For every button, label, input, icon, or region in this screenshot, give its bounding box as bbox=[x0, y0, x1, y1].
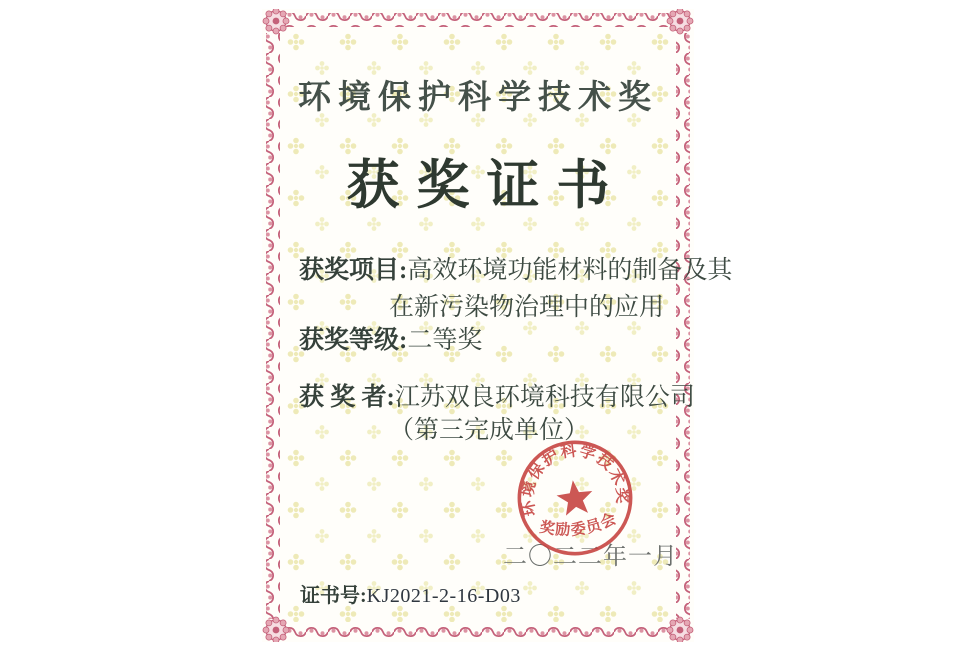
project-label: 获奖项目: bbox=[299, 257, 408, 284]
issue-date: 二〇二二年一月 bbox=[503, 544, 678, 570]
field-winner bbox=[299, 377, 695, 413]
committee-seal-stamp bbox=[512, 435, 638, 561]
project-value-line1: 高效环境功能材料的制备及其 bbox=[407, 257, 733, 284]
certificate-number-line bbox=[300, 579, 521, 608]
grade-label: 获奖等级: bbox=[299, 327, 408, 354]
winner-label: 获 奖 者: bbox=[299, 384, 395, 411]
award-certificate bbox=[262, 9, 733, 642]
winner-note: （第三完成单位） bbox=[389, 417, 590, 444]
field-grade bbox=[299, 320, 482, 356]
project-value-line2: 在新污染物治理中的应用 bbox=[389, 294, 665, 321]
seal-star-icon bbox=[555, 478, 595, 516]
grade-value: 二等奖 bbox=[407, 327, 483, 354]
field-project bbox=[299, 250, 732, 286]
svg-text:奖励委员会 bbox=[536, 508, 620, 542]
certificate-title: 获奖证书 bbox=[346, 157, 627, 215]
certificate-number-label: 证书号: bbox=[300, 585, 367, 607]
certificate-number-value: KJ2021-2-16-D03 bbox=[366, 585, 521, 607]
seal-ring-text: 环境保护科学技术奖 bbox=[519, 442, 631, 518]
winner-value: 江苏双良环境科技有限公司 bbox=[394, 384, 695, 411]
award-name-title: 环境保护科学技术奖 bbox=[298, 80, 658, 116]
seal-bottom-text: 奖励委员会 bbox=[538, 510, 620, 539]
